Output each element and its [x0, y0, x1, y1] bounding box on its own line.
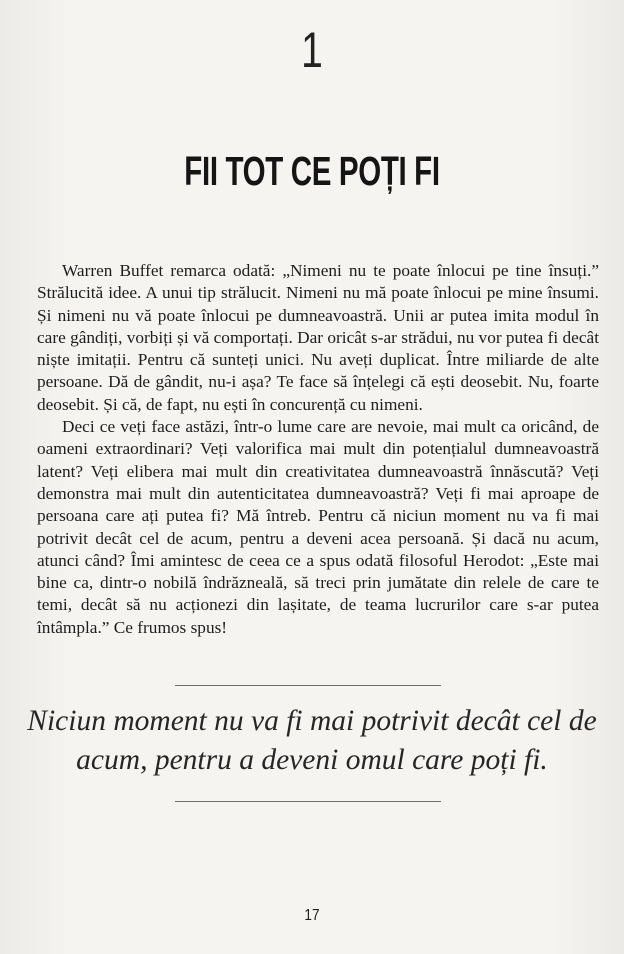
pull-quote-top-rule — [175, 685, 441, 686]
chapter-title: FII TOT CE POȚI FI — [184, 148, 440, 194]
chapter-body — [37, 260, 599, 639]
pull-quote: Niciun moment nu va fi mai potrivit decât cel de acum, pentru a deveni omul care poți fi. — [27, 705, 597, 776]
body-paragraph-2: Deci ce veți face astăzi, într-o lume care are nevoie, mai mult ca oricând, de oameni extraordinari? Veți valorifica mai mult din potențialul dumneavoastră latent? Veți elibera mai mult din creativitatea dumneavoastră înnăscută? Veți demonstra mai mult din autenticitatea dumneavoastră? Veți fi mai aproape de persoana care ați putea fi? Mă întreb. Pentru că niciun moment nu va fi mai potrivit decât cel de acum, pentru a deveni acea persoană. Și dacă nu acum, atunci când? Îmi amintesc de ceea ce a spus odată filosoful Herodot: „Este mai bine ca, dintr-o nobilă îndrăzneală, să treci prin jumătate din relele de care te temi, decât să nu acționezi din lașitate, de teama lucrurilor care s-ar putea întâmpla.” Ce frumos spus! — [37, 417, 599, 637]
pull-quote-bottom-rule — [175, 801, 441, 802]
body-paragraph-1: Warren Buffet remarca odată: „Nimeni nu te poate înlocui pe tine însuți.” Strălucită idee. A unui tip strălucit. Nimeni nu mă poate înlocui pe mine însumi. Și nimeni nu vă poate înlocui pe dumneavoastră. Unii ar putea imita modul în care gândiți, vorbiți și vă comportați. Dar oricât s-ar strădui, nu vor putea fi decât niște imitații. Pentru că sunteți unici. Nu aveți duplicat. Între miliarde de alte persoane. Dă de gândit, nu-i așa? Te face să înțelegi că ești deosebit. Nu, foarte deosebit. Și că, de fapt, nu ești în concurență cu nimeni. — [37, 261, 599, 414]
page-number: 17 — [304, 907, 320, 924]
chapter-number: 1 — [301, 22, 323, 78]
